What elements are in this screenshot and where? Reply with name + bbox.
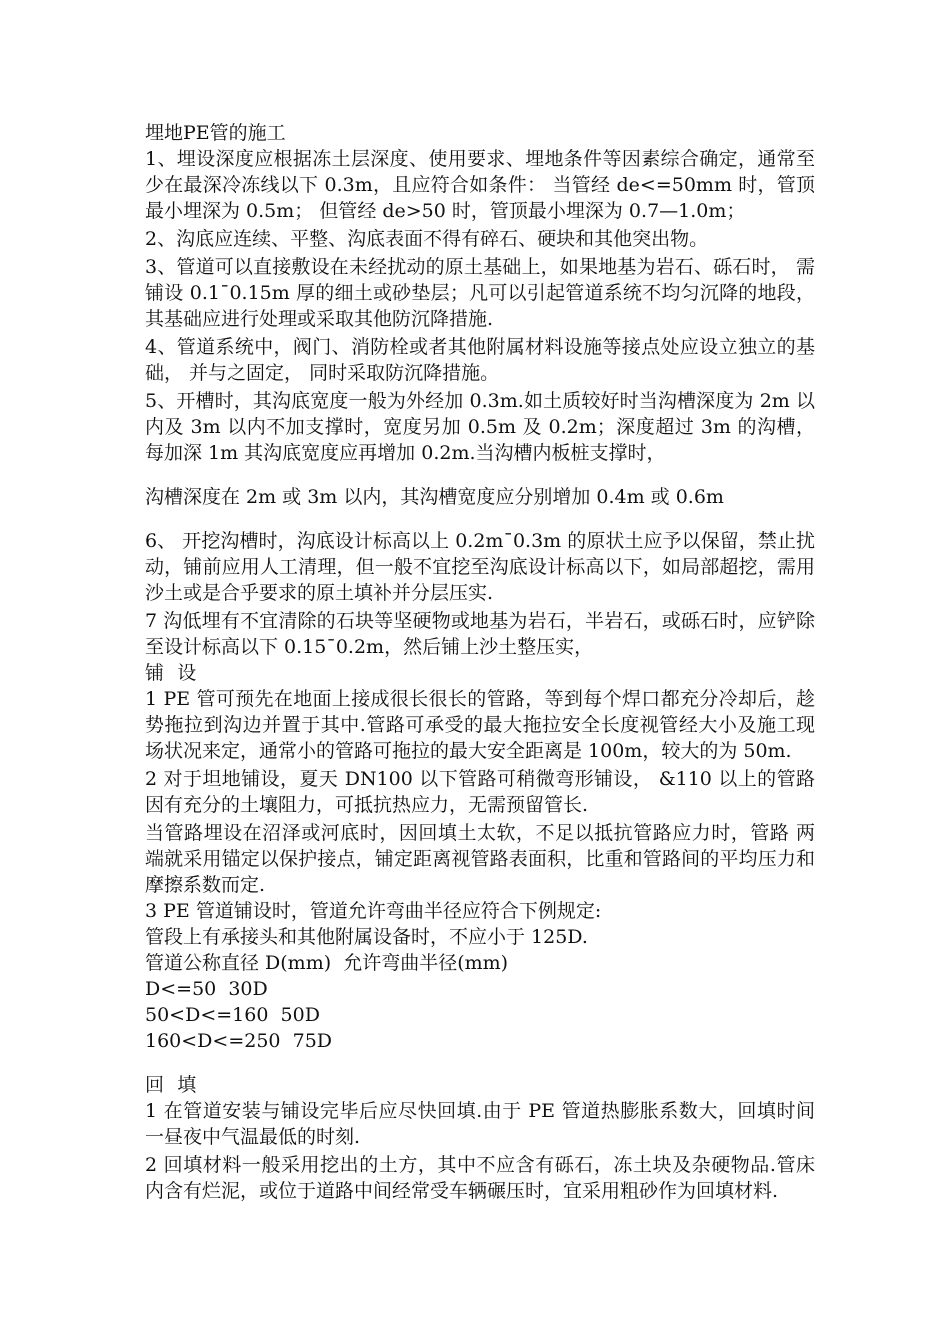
paragraph-trench-bottom: 2、沟底应连续、平整、沟底表面不得有碎石、硬块和其他突出物。 xyxy=(145,228,709,250)
paragraph-valves: 4、管道系统中，阀门、消防栓或者其他附属材料设施等接点处应设立独立的基础， 并与之固定， 同时采取防沉降措施。 xyxy=(145,336,815,384)
paragraph-burial-depth: 1、埋设深度应根据冻土层深度、使用要求、埋地条件等因素综合确定，通常至少在最深冷冻线以下 0.3m，且应符合如条件： 当管经 de<=50mm 时，管顶最小埋深为 0.5m； 但管经 de>50 时，管顶最小埋深为 0.7—1.0m； xyxy=(145,148,815,222)
bend-radius-table-header: 管道公称直径 D(mm) 允许弯曲半径(mm) xyxy=(145,952,509,974)
document-body xyxy=(145,120,815,1204)
document-title: 埋地PE管的施工 xyxy=(145,122,286,144)
paragraph-hard-objects: 7 沟低埋有不宜清除的石块等坚硬物或地基为岩石，半岩石，或砾石时，应铲除至设计标高以下 0.15¯0.2m，然后铺上沙土整压实， xyxy=(145,610,815,658)
paragraph-backfill-2: 2 回填材料一般采用挖出的土方，其中不应含有砾石，冻土块及杂硬物品.管床内含有烂泥，或位于道路中间经常受车辆碾压时，宜采用粗砂作为回填材料. xyxy=(145,1154,815,1202)
paragraph-excavation: 6、 开挖沟槽时，沟底设计标高以上 0.2m¯0.3m 的原状土应予以保留，禁止扰动，铺前应用人工清理，但一般不宜挖至沟底设计标高以下，如局部超挖，需用沙土或是合乎要求的原土填补并分层压实. xyxy=(145,530,815,604)
section-heading-laying: 铺设 xyxy=(145,662,210,684)
bend-radius-row: D<=50 30D xyxy=(145,978,268,1000)
paragraph-trench-width: 5、开槽时，其沟底宽度一般为外经加 0.3m.如土质较好时当沟槽深度为 2m 以内及 3m 以内不加支撑时，宽度另加 0.5m 及 0.2m；深度超过 3m 的沟槽，每加深 1m 其沟底宽度应再增加 0.2m.当沟槽内板桩支撑时， xyxy=(145,390,815,464)
paragraph-laying-3: 3 PE 管道铺设时，管道允许弯曲半径应符合下例规定: xyxy=(145,900,602,922)
paragraph-backfill-1: 1 在管道安装与铺设完毕后应尽快回填.由于 PE 管道热膨胀系数大，回填时间一昼夜中气温最低的时刻. xyxy=(145,1100,815,1148)
paragraph-laying-1: 1 PE 管可预先在地面上接成很长很长的管路，等到每个焊口都充分冷却后，趁势拖拉到沟边并置于其中.管路可承受的最大拖拉安全长度视管经大小及施工现场状况来定，通常小的管路可拖拉的最大安全距离是 100m，较大的为 50m. xyxy=(145,688,815,762)
bend-radius-row: 160<D<=250 75D xyxy=(145,1030,333,1052)
paragraph-trench-depth: 沟槽深度在 2m 或 3m 以内，其沟槽宽度应分别增加 0.4m 或 0.6m xyxy=(145,486,724,508)
section-heading-backfill: 回填 xyxy=(145,1074,210,1096)
paragraph-laying-joints: 管段上有承接头和其他附属设备时，不应小于 125D. xyxy=(145,926,588,948)
paragraph-laying-swamp: 当管路埋设在沼泽或河底时，因回填土太软，不足以抵抗管路应力时，管路 两端就采用锚定以保护接点，铺定距离视管路表面积，比重和管路间的平均压力和摩擦系数而定. xyxy=(145,822,815,896)
paragraph-foundation: 3、管道可以直接敷设在未经扰动的原土基础上，如果地基为岩石、砾石时， 需铺设 0.1¯0.15m 厚的细土或砂垫层；凡可以引起管道系统不均匀沉降的地段，其基础应进行处理或采取其他防沉降措施. xyxy=(145,256,815,330)
paragraph-laying-2: 2 对于坦地铺设，夏天 DN100 以下管路可稍微弯形铺设， &110 以上的管路因有充分的土壤阻力，可抵抗热应力，无需预留管长. xyxy=(145,768,815,816)
bend-radius-row: 50<D<=160 50D xyxy=(145,1004,320,1026)
